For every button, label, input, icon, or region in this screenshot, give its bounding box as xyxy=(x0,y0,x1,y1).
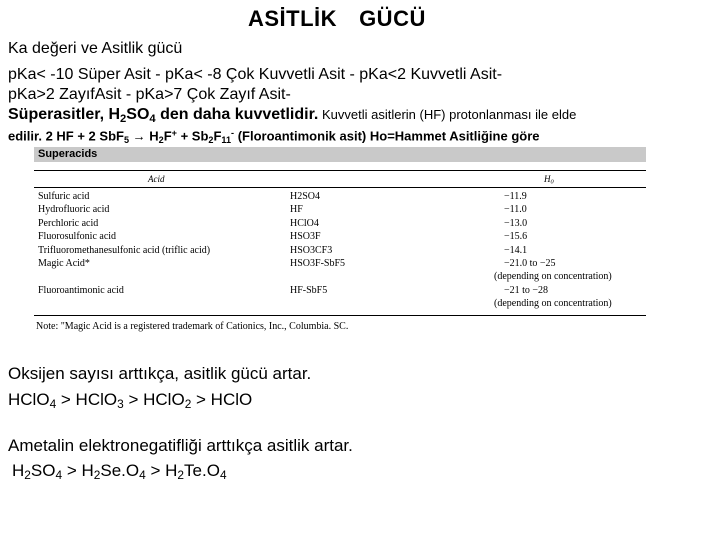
table-cell-formula: H2SO4 xyxy=(290,191,321,202)
eq-sub-3: 2 xyxy=(208,134,214,145)
table-rule-header xyxy=(34,187,646,188)
eq-sup-2: - xyxy=(231,128,235,138)
ch-b: SO xyxy=(30,461,56,480)
subheading: Ka değeri ve Asitlik gücü xyxy=(8,40,183,57)
title-word-1: ASİTLİK xyxy=(248,6,338,31)
superacid-rest: Kuvvetli asitlerin (HF) protonlanması ile elde xyxy=(318,107,577,122)
oxy-sub-3: 2 xyxy=(184,396,192,411)
column-header-h0 xyxy=(544,174,554,186)
eq-sub-2: 2 xyxy=(158,134,164,145)
table-cell-name: Sulfuric acid xyxy=(38,191,90,202)
table-rule-bottom xyxy=(34,315,646,316)
table-cell-name: Magic Acid* xyxy=(38,258,90,269)
superacid-bold-b: SO xyxy=(126,106,150,123)
table-cell-h0: (depending on concentration) xyxy=(494,298,612,310)
electronegativity-rule: Ametalin elektronegatifliği arttıkça asitlik artar. xyxy=(8,436,353,455)
eq-sub-1: 5 xyxy=(123,134,130,145)
table-cell-name: Trifluoromethanesulfonic acid (triflic acid) xyxy=(38,244,211,256)
table-cell-h0: −15.6 xyxy=(504,231,528,243)
ch-f: Te.O xyxy=(184,461,220,480)
table-cell-h0: −14.1 xyxy=(504,244,528,256)
eq-sup-1: + xyxy=(171,128,177,138)
table-cell-formula: HSO3F-SbF5 xyxy=(290,258,346,269)
superacid-bold-c: den daha kuvvetlidir. xyxy=(155,106,319,123)
table-cell-name: Perchloric acid xyxy=(38,217,99,229)
oxy-sub-2: 3 xyxy=(117,396,124,411)
table-cell-formula: HF-SbF5 xyxy=(290,284,328,296)
oxygen-rule: Oksijen sayısı arttıkça, asitlik gücü artar. xyxy=(8,364,312,383)
oxy-b: > HClO xyxy=(56,390,118,409)
oxy-sub-1: 4 xyxy=(49,396,57,411)
oxy-c: > HClO xyxy=(123,390,185,409)
table-header-label: Superacids xyxy=(38,148,98,160)
superacid-statement xyxy=(8,106,576,125)
eq-part-c: F xyxy=(163,128,172,144)
table-cell-h0: −21 to −28 xyxy=(504,284,549,296)
table-cell-h0: −11.9 xyxy=(504,191,527,202)
oxy-a: HClO xyxy=(8,390,50,409)
h2so4-sub-4: 4 xyxy=(149,112,156,125)
h2so4-sub-2: 2 xyxy=(120,112,127,125)
table-cell-name: Fluoroantimonic acid xyxy=(38,284,124,296)
eq-sub-4: 11 xyxy=(221,134,232,145)
eq-part-a: edilir. 2 HF + 2 SbF xyxy=(8,128,124,144)
table-cell-name: Hydrofluoric acid xyxy=(38,204,110,216)
superacid-bold-a: Süperasitler, H xyxy=(8,106,121,123)
h0-subscript: 0 xyxy=(550,178,554,186)
table-cell-formula: HSO3CF3 xyxy=(290,244,333,256)
oxyacid-order xyxy=(8,390,252,411)
table-cell-h0: −11.0 xyxy=(504,204,527,216)
superacids-table xyxy=(34,147,646,339)
table-note: Note: "Magic Acid is a registered trademark of Cationics, Inc., Columbia. SC. xyxy=(36,321,349,332)
h0-letter: H xyxy=(544,174,551,184)
eq-part-b: H xyxy=(149,128,159,144)
table-cell-formula: HSO3F xyxy=(290,231,321,243)
ch-e: > H xyxy=(145,461,178,480)
table-cell-formula: HF xyxy=(290,204,303,216)
ch-sub-3: 2 xyxy=(93,467,101,482)
reaction-equation xyxy=(8,128,540,145)
chalcogen-acid-order xyxy=(12,461,227,482)
ch-sub-1: 2 xyxy=(24,467,31,482)
pka-scale-line-2: pKa>2 ZayıfAsit - pKa>7 Çok Zayıf Asit- xyxy=(8,86,291,103)
ch-c: > H xyxy=(62,461,94,480)
ch-sub-5: 2 xyxy=(177,467,185,482)
reaction-arrow: → xyxy=(129,128,150,144)
ch-sub-4: 4 xyxy=(139,467,146,482)
table-cell-h0: −13.0 xyxy=(504,217,528,229)
ch-d: Se.O xyxy=(100,461,140,480)
column-header-acid: Acid xyxy=(148,174,165,184)
table-cell-h0: (depending on concentration) xyxy=(494,271,612,283)
table-header-bar xyxy=(34,147,646,162)
ch-sub-2: 4 xyxy=(55,467,63,482)
pka-scale-line-1: pKa< -10 Süper Asit - pKa< -8 Çok Kuvvetli Asit - pKa<2 Kuvvetli Asit- xyxy=(8,66,503,83)
ch-sub-6: 4 xyxy=(219,467,227,482)
page-title xyxy=(248,6,426,32)
table-cell-h0: −21.0 to −25 xyxy=(504,258,556,269)
ch-a: H xyxy=(12,461,25,480)
eq-part-f: (Floroantimonik asit) Ho=Hammet Asitliğine göre xyxy=(234,128,540,144)
eq-part-e: F xyxy=(213,128,222,144)
eq-part-d: + Sb xyxy=(176,128,209,144)
title-word-2: GÜCÜ xyxy=(359,6,426,31)
table-cell-name: Fluorosulfonic acid xyxy=(38,231,117,243)
table-rule-top xyxy=(34,170,646,171)
table-cell-formula: HClO4 xyxy=(290,217,319,229)
oxy-d: > HClO xyxy=(191,390,253,409)
